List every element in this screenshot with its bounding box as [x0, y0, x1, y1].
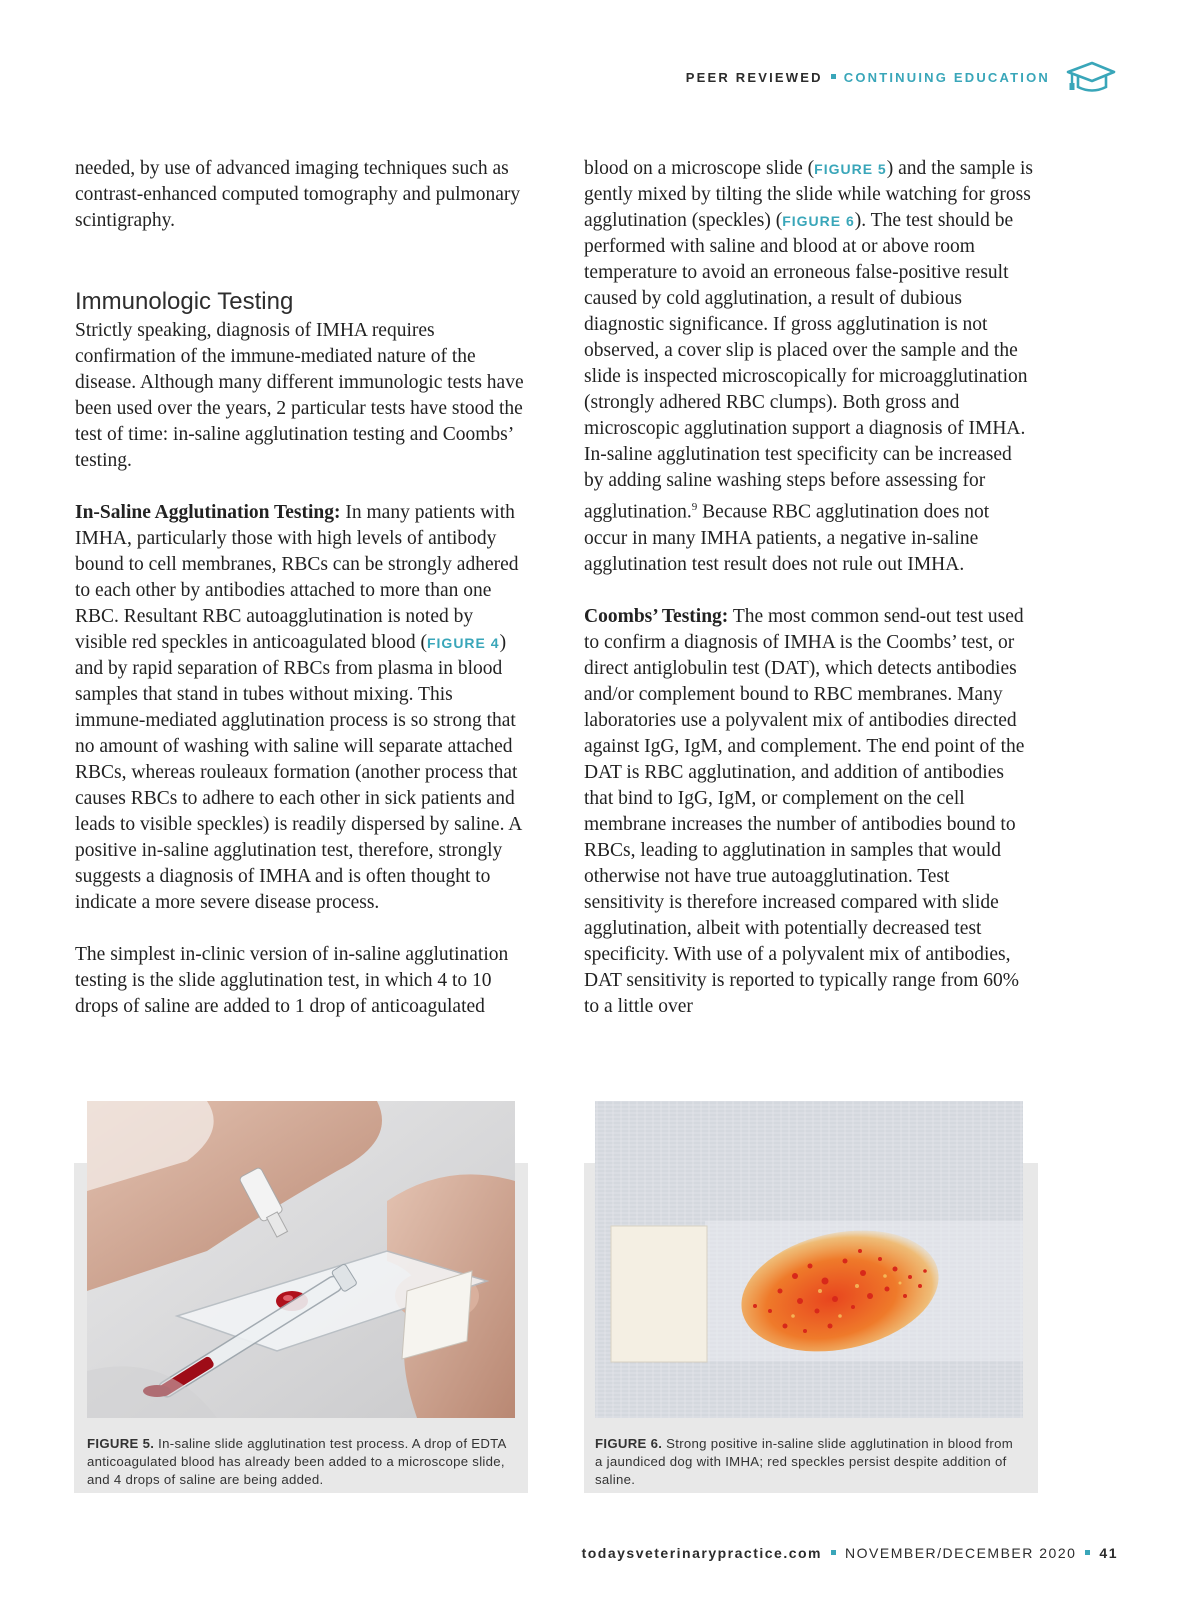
page-footer	[582, 1545, 1118, 1561]
figure-6-reference[interactable]: FIGURE 6	[782, 213, 855, 229]
figure-4-reference[interactable]: FIGURE 4	[426, 635, 500, 651]
paragraph-slide-procedure	[584, 156, 1034, 578]
figure-6-caption	[595, 1435, 1023, 1489]
slide-procedure-text-d: Because RBC agglutination does not occur in many IMHA patients, a negative in-saline agglutination test result does not rule out IMHA.	[584, 501, 990, 575]
paragraph-slide-test: The simplest in-clinic version of in-saline agglutination testing is the slide agglutination test, in which 4 to 10 drops of saline are added to 1 drop of anticoagulated	[75, 944, 509, 1017]
peer-reviewed-label: PEER REVIEWED	[685, 69, 823, 85]
runin-heading-coombs: Coombs’ Testing:	[584, 605, 729, 627]
slide-procedure-text-b: ) and the sample is gently mixed by tilting the slide while watching for gross agglutination (speckles) (	[584, 158, 1033, 231]
runin-heading-in-saline: In-Saline Agglutination Testing:	[75, 502, 341, 523]
header-separator-dot	[831, 74, 836, 79]
footer-issue: NOVEMBER/DECEMBER 2020	[845, 1545, 1077, 1561]
section-heading-immunologic-testing: Immunologic Testing	[75, 288, 294, 315]
paragraph-coombs	[584, 604, 1034, 1020]
footer-separator-dot-2	[1085, 1550, 1090, 1555]
footer-separator-dot	[831, 1550, 836, 1555]
slide-procedure-text-a: blood on a microscope slide (	[584, 158, 815, 179]
figure-5-label: FIGURE 5.	[87, 1436, 155, 1451]
graduation-cap-icon	[1064, 60, 1116, 94]
figure-5-photo	[87, 1101, 515, 1418]
paragraph-in-saline	[75, 500, 525, 916]
page-number: 41	[1099, 1545, 1118, 1561]
continuing-education-label: CONTINUING EDUCATION	[843, 69, 1050, 85]
right-text-column	[584, 156, 1034, 1020]
paragraph-coombs-text: The most common send-out test used to confirm a diagnosis of IMHA is the Coombs’ test, or direct antiglobulin test (DAT), which detects antibodies and/or complement bound to RBC membranes. Many laboratories use a polyvalent mix of antibodies directed against IgG, IgM, and complement. The end point of the DAT is RBC agglutination, and addition of antibodies that bind to IgG, IgM, or complement on the cell membrane increases the number of antibodies bound to RBCs, leading to agglutination in samples that would otherwise not have true autoagglutination. Test sensitivity is therefore increased compared with slide agglutination, albeit with potentially decreased test specificity. With use of a polyvalent mix of antibodies, DAT sensitivity is reported to typically range from 60% to a little over	[584, 605, 1025, 1017]
slide-procedure-text-c: ). The test should be performed with saline and blood at or above room temperature to avoid an erroneous false-positive result caused by cold agglutination, a result of dubious diagnostic significance. If gross agglutination is not observed, a cover slip is placed over the sample and the slide is inspected microscopically for microagglutination (strongly adhered RBC clumps). Both gross and microscopic agglutination support a diagnosis of IMHA. In-saline agglutination test specificity can be increased by adding saline washing steps before assessing for agglutination.	[584, 210, 1028, 523]
paragraph-in-saline-text-a: In many patients with IMHA, particularly those with high levels of antibody bound to cell membranes, RBCs can be strongly adhered to each other by antibodies attached to more than one RBC. Resultant RBC autoagglutination is noted by visible red speckles in anticoagulated blood (	[75, 502, 519, 653]
citation-9[interactable]: 9	[691, 501, 698, 513]
figure-6-photo	[595, 1101, 1023, 1418]
paragraph-in-saline-text-b: ) and by rapid separation of RBCs from plasma in blood samples that stand in tubes without mixing. This immune-mediated agglutination process is so strong that no amount of washing with saline will separate attached RBCs, whereas rouleaux formation (another process that causes RBCs to adhere to each other in sick patients and leads to visible speckles) is readily dispersed by saline. A positive in-saline agglutination test, therefore, strongly suggests a diagnosis of IMHA and is often thought to indicate a more severe disease process.	[75, 632, 522, 913]
figure-6-label: FIGURE 6.	[595, 1436, 663, 1451]
footer-website[interactable]: todaysveterinarypractice.com	[581, 1545, 823, 1561]
left-text-column	[75, 156, 525, 1020]
running-header	[686, 62, 1116, 92]
paragraph-imaging: needed, by use of advanced imaging techniques such as contrast-enhanced computed tomography and pulmonary scintigraphy.	[75, 158, 521, 231]
figure-5-caption	[87, 1435, 515, 1489]
paragraph-immunologic-intro: Strictly speaking, diagnosis of IMHA requires confirmation of the immune-mediated nature of the disease. Although many different immunologic tests have been used over the years, 2 particular tests have stood the test of time: in-saline agglutination testing and Coombs’ testing.	[75, 320, 524, 471]
figure-6-caption-text: Strong positive in-saline slide agglutination in blood from a jaundiced dog with IMHA; red speckles persist despite addition of saline.	[595, 1436, 1013, 1487]
figure-5-reference[interactable]: FIGURE 5	[814, 161, 887, 177]
figure-5-caption-text: In-saline slide agglutination test process. A drop of EDTA anticoagulated blood has already been added to a microscope slide, and 4 drops of saline are being added.	[87, 1436, 506, 1487]
